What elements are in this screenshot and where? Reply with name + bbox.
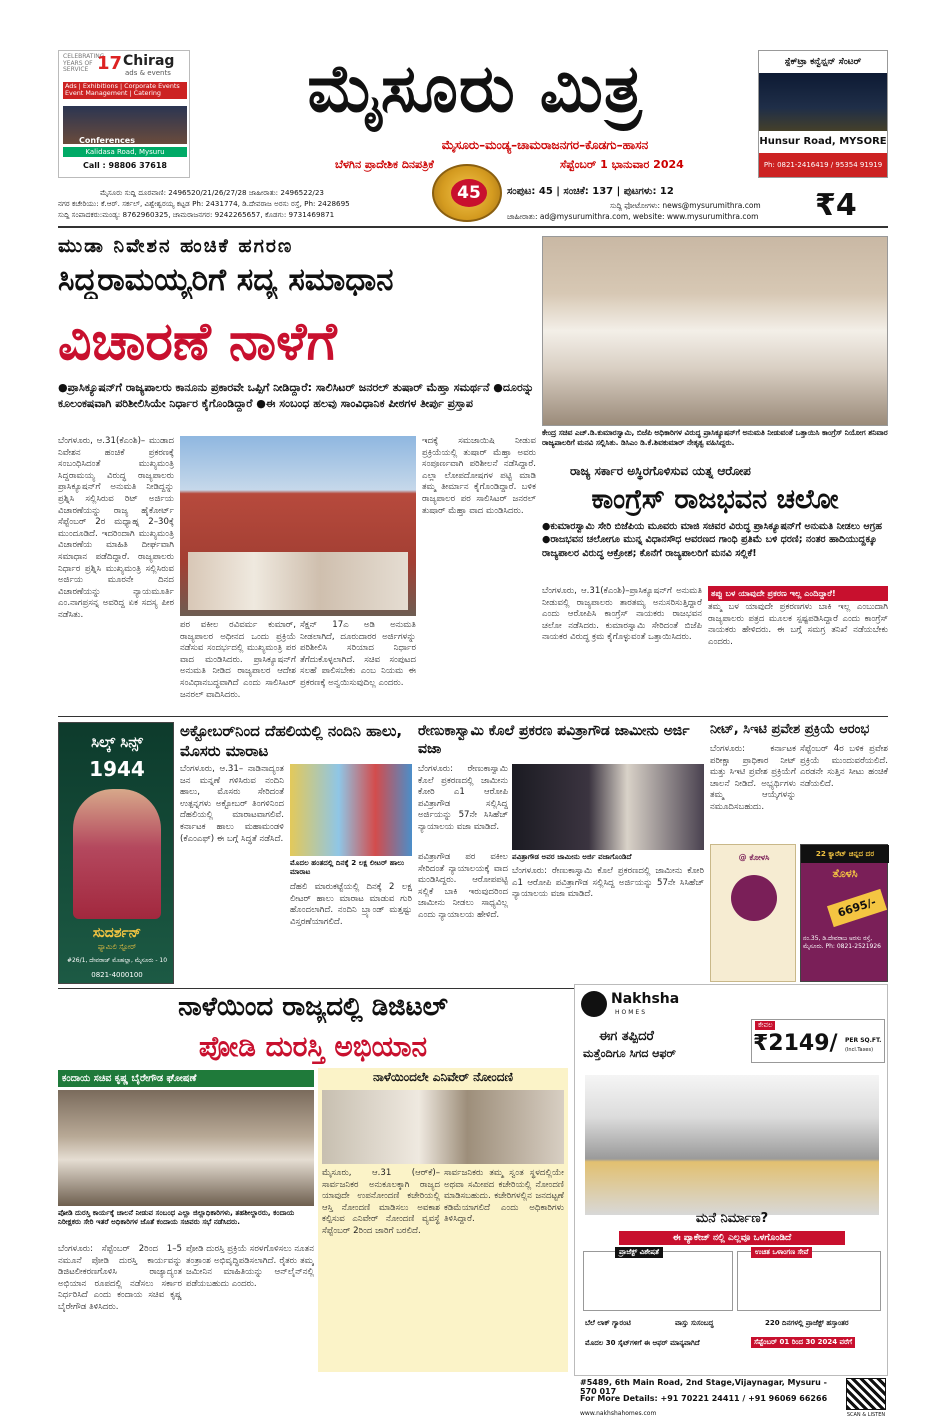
anywhere-col-1: ಮೈಸೂರು, ಆ.31 (ಆರ್‌ಕೆ)– ಸಾರ್ವಜನಿಕರ ಅನುಕೂಲಕ್ಕಾಗಿ ರಾಜ್ಯದ ಯಾವುದೇ ಉಪನೋಂದಣಿ ಕಚೇರಿಯಲ್ಲಿ ಆಸ್ತಿ ನೋಂದಣಿ ಮಾಡಿಸಲು ಅವಕಾಶ ಕಲ್ಪಿಸುವ ಎನಿವೇರ್ ನೋಂದಣಿ ವ್ಯವಸ್ಥೆ ಸೆಪ್ಟೆಂಬರ್ 2ರಿಂದ ಜಾರಿಗೆ ಬರಲಿದೆ. <box>322 1168 440 1236</box>
price-label: ಕೇವಲ <box>755 1021 775 1030</box>
renuka-col-1: ಬೆಂಗಳೂರು: ರೇಣುಕಾಸ್ವಾಮಿ ಕೊಲೆ ಪ್ರಕರಣದಲ್ಲಿ ಜಾಮೀನು ಕೋರಿ ಎ1 ಆರೋಪಿ ಪವಿತ್ರಾಗೌಡ ಸಲ್ಲಿಸಿದ್ದ ಅರ್ಜಿಯನ್ನು 57ನೇ ಸಿಸಿಹೆಚ್ ನ್ಯಾಯಾಲಯ ವಜಾ ಮಾಡಿದೆ. <box>418 764 508 832</box>
lead-headline-1: ಸಿದ್ದರಾಮಯ್ಯರಿಗೆ ಸದ್ಯ ಸಮಾಧಾನ <box>58 262 394 298</box>
digital-headline-2: ಪೋಡಿ ದುರಸ್ತಿ ಅಭಿಯಾನ <box>198 1030 428 1063</box>
feature-price-lock: ಬೆಲೆ ಲಾಕ್ ಗ್ಯಾರಂಟಿ <box>585 1319 631 1327</box>
neet-col-2: ಸೆಪ್ಟೆಂಬರ್ 4ರ ಬಳಿಕ ಪ್ರವೇಶ ಪ್ರಕ್ರಿಯೆ ಮುಂದುವರೆಯಲಿದೆ. ಎರಡನೇ ಸುತ್ತಿನ ಸೀಟು ಹಂಚಿಕೆ ನಡೆಯಲಿದೆ. <box>800 744 888 789</box>
neet-headline: ನೀಟ್, ಸಿಇಟಿ ಪ್ರವೇಶ ಪ್ರಕ್ರಿಯೆ ಆರಂಭ <box>710 722 870 737</box>
offer-line-1: ಈಗ ತಪ್ಪಿದರೆ <box>599 1029 654 1044</box>
renuka-photo-caption: ಪವಿತ್ರಾಗೌಡ ಅವರ ಜಾಮೀನು ಅರ್ಜಿ ವಜಾಗೊಂಡಿದೆ <box>512 852 632 861</box>
left-masthead-ad[interactable]: CELEBRATING YEARS OF SERVICE 17 Chirag ads & events Ads | Exhibitions | Corporate Events Event Management | Catering Conferences Kalidasa Road, Mysuru Call : 98806 37618 <box>58 50 190 178</box>
news-email: ಸುದ್ದಿ ಫೋಟೋಗಳು: news@mysurumithra.com <box>610 201 761 210</box>
lead-bullets: ●ಪ್ರಾಸಿಕ್ಯೂಷನ್‌ಗೆ ರಾಜ್ಯಪಾಲರು ಕಾನೂನು ಪ್ರಕಾರವೇ ಒಪ್ಪಿಗೆ ನೀಡಿದ್ದಾರೆ: ಸಾಲಿಸಿಟರ್ ಜನರಲ್ ತುಷಾರ್ ಮೆಹ್ತಾ ಸಮರ್ಥನೆ ●ದೂರನ್ನು ಕೂಲಂಕಷವಾಗಿ ಪರಿಶೀಲಿಸಿಯೇ ನಿರ್ಧಾರ ಕೈಗೊಂಡಿದ್ದಾರೆ ●ಈ ಸಂಬಂಧ ಹಲವು ಸಾಂವಿಧಾನಿಕ ಪೀಠಗಳ ತೀರ್ಪು ಪ್ರಸ್ತಾಪ <box>58 381 534 410</box>
contact-line-1: ಮೈಸೂರು ಸುದ್ದಿ ದೂರವಾಣಿ: 2496520/21/26/27/28 ಜಾಹೀರಾತು: 2496522/23 <box>100 188 324 197</box>
congress-col-2: ತಮ್ಮ ಬಳ ಯಾವುದೇ ಪ್ರಕರಣಗಳು ಬಾಕಿ ಇಲ್ಲ ಎಂಬುದಾಗಿ ರಾಜ್ಯಪಾಲರು ಪತ್ರದ ಮೂಲಕ ಸ್ಪಷ್ಟಪಡಿಸಿದ್ದಾರೆ ಎಂದು ಕಾಂಗ್ರೆಸ್ ನಾಯಕರು ಹೇಳಿದರು. ಈ ಬಗ್ಗೆ ಸಮಗ್ರ ತನಿಖೆ ನಡೆಯಬೇಕು ಎಂದರು. <box>708 602 888 647</box>
sqft-price: ₹2149/ <box>753 1031 838 1056</box>
brand-tagline: ads & events <box>125 69 171 77</box>
nakhsha-contact: For More Details: +91 70221 24411 / +91 96069 66266 <box>580 1394 828 1403</box>
nakhsha-address: #5489, 6th Main Road, 2nd Stage,Vijaynagar, Mysuru - 570 017 <box>580 1378 827 1396</box>
brand-name: Chirag <box>123 53 175 69</box>
gold-price: 6695/- <box>827 889 887 927</box>
contact-line-3: ಸುದ್ದಿ ಸಂಪಾದಕರು:ಮಂಡ್ಯ: 8762960325, ಚಾಮರಾಜನಗರ: 9242265657, ಕೊಡಗು: 9731469871 <box>58 210 335 219</box>
issue-date: ಸೆಪ್ಟೆಂಬರ್ 1 ಭಾನುವಾರ 2024 <box>560 158 684 171</box>
masthead-rule <box>58 226 888 228</box>
congress-bullets: ●ಕುಮಾರಸ್ವಾಮಿ ಸೇರಿ ಬಿಜೆಪಿಯ ಮೂವರು ಮಾಜಿ ಸಚಿವರ ವಿರುದ್ಧ ಪ್ರಾಸಿಕ್ಯೂಷನ್‌ಗೆ ಅನುಮತಿ ನೀಡಲು ಆಗ್ರಹ ●ರಾಜಭವನ ಚಲೋಗೂ ಮುನ್ನ ವಿಧಾನಸೌಧ ಆವರಣದ ಗಾಂಧಿ ಪ್ರತಿಮೆ ಬಳಿ ಧರಣಿ; ನಂತರ ಹಾದಿಯುದ್ದಕ್ಕೂ ರಾಜ್ಯಪಾಲರ ವಿರುದ್ಧ ಆಕ್ರೋಶ; ಕೊನೆಗೆ ರಾಜ್ಯಪಾಲರಿಗೆ ಮನವಿ ಸಲ್ಲಿಕೆ! <box>542 521 882 559</box>
governor-meeting-photo <box>542 236 888 426</box>
lead-col-3: ಸೆಕ್ಷನ್ 17ಎ ಅಡಿ ಅನುಮತಿ ನೀಡಲಾಗಿದೆ, ದೂರುದಾರರ ಅರ್ಜಿಗಳನ್ನು ಪರಿಶೀಲಿಸಿ ಸರಿಯಾದ ನಿರ್ಧಾರ ತೆಗೆದುಕೊಳ್ಳಲಾಗಿದೆ. ಸಚಿವ ಸಂಪುಟದ ಸಲಹೆ ಪಾಲಿಸಬೇಕು ಎಂಬ ನಿಯಮ ಈ ಪ್ರಕರಣಕ್ಕೆ ಅನ್ವಯಿಸುವುದಿಲ್ಲ ಎಂದರು. <box>300 620 416 688</box>
tholasi-left-panel <box>710 844 796 982</box>
digital-headline-1: ನಾಳೆಯಿಂದ ರಾಜ್ಯದಲ್ಲಿ ಡಿಜಿಟಲ್ <box>178 992 448 1022</box>
pavithra-photo <box>512 764 704 850</box>
masthead-subtitle: ಮೈಸೂರು–ಮಂಡ್ಯ–ಚಾಮರಾಜನಗರ–ಕೊಡಗು–ಹಾಸನ <box>441 138 649 152</box>
digital-col-2: ಪೋಡಿ ದುರಸ್ತಿ ಪ್ರಕ್ರಿಯೆ ಸರಳಗೊಳಿಸಲು ನೂತನ ತಂತ್ರಾಂಶ ಅಭಿವೃದ್ಧಿಪಡಿಸಲಾಗಿದೆ. ರೈತರು ತಮ್ಮ ಜಮೀನಿನ ಮಾಹಿತಿಯನ್ನು ಆನ್‌ಲೈನ್‌ನಲ್ಲಿ ಪಡೆಯಬಹುದು ಎಂದರು. <box>186 1244 314 1289</box>
renuka-headline: ರೇಣುಕಾಸ್ವಾಮಿ ಕೊಲೆ ಪ್ರಕರಣ ಪವಿತ್ರಾಗೌಡ ಜಾಮೀನು ಅರ್ಜಿ ವಜಾ <box>418 723 690 758</box>
qr-code[interactable] <box>846 1378 886 1410</box>
venue-photo <box>759 73 887 131</box>
offer-validity: ಮೊದಲ 30 ಸೈಟ್‌ಗಳಿಗೆ ಈ ಆಫರ್ ಮಾನ್ಯವಾಗಿದೆ <box>585 1339 700 1347</box>
volume-info: ಸಂಪುಟ: 45 | ಸಂಚಿಕೆ: 137 | ಪುಟಗಳು: 12 <box>507 186 674 197</box>
silk-address: #26/1, ದೇವರಾಜ್ ಮೊಹಲ್ಲಾ, ಮೈಸೂರು - 10 <box>66 957 168 964</box>
digital-photo-caption: ಪೋಡಿ ದುರಸ್ತಿ ಕಾರ್ಯಕ್ಕೆ ಚಾಲನೆ ನೀಡುವ ಸಂಬಂಧ ಎಲ್ಲಾ ಜಿಲ್ಲಾಧಿಕಾರಿಗಳು, ತಹಶೀಲ್ದಾರರು, ಕಂದಾಯ ನಿರೀಕ್ಷಕರು ಸೇರಿ ಇತರೆ ಅಧಿಕಾರಿಗಳ ಜೊತೆ ಕಂದಾಯ ಸಚಿವರು ಸಭೆ ನಡೆಸಿದರು. <box>58 1208 295 1227</box>
ad-address: Kalidasa Road, Mysuru <box>63 147 187 157</box>
masthead-title: ಮೈಸೂರು ಮಿತ್ರ <box>307 50 643 127</box>
congress-headline: ಕಾಂಗ್ರೆಸ್ ರಾಜಭವನ ಚಲೋ <box>591 484 839 515</box>
milk-photo <box>290 764 412 856</box>
venue-title: ಸ್ಪೆಕ್‌ಟ್ರಾ ಕನ್ವೆನ್ಷನ್ ಸೆಂಟರ್ <box>759 51 887 73</box>
people-inset <box>188 552 408 610</box>
tholasi-brand: ತೊಳಸಿ <box>832 867 858 880</box>
lead-col-1: ಬೆಂಗಳೂರು, ಆ.31(ಕೆಎಂಶಿ)– ಮುಡಾದ ನಿವೇಶನ ಹಂಚಿಕೆ ಪ್ರಕರಣಕ್ಕೆ ಸಂಬಂಧಿಸಿದಂತೆ ಮುಖ್ಯಮಂತ್ರಿ ಸಿದ್ದರಾಮಯ್ಯ ವಿರುದ್ಧ ರಾಜ್ಯಪಾಲರು ಪ್ರಾಸಿಕ್ಯೂಷನ್‌ಗೆ ಅನುಮತಿ ನೀಡಿದ್ದನ್ನು ಪ್ರಶ್ನಿಸಿ ಸಲ್ಲಿಸಿರುವ ರಿಟ್ ಅರ್ಜಿಯ ವಿಚಾರಣೆಯನ್ನು ರಾಜ್ಯ ಹೈಕೋರ್ಟ್ ಸೆಪ್ಟೆಂಬರ್ 2ರ ಮಧ್ಯಾಹ್ನ 2–30ಕ್ಕೆ ಮುಂದೂಡಿದೆ. ಇದರಿಂದಾಗಿ ಮುಖ್ಯಮಂತ್ರಿ ವಿಚಾರಣೆಯ ಮಾಹಿತಿ ದೀರ್ಘವಾಗಿ ಸಮಾಧಾನ ಪಡೆದಿದ್ದಾರೆ. ರಾಜ್ಯಪಾಲರು ನಿರ್ಧಾರ ಪ್ರಶ್ನಿಸಿ ಮುಖ್ಯಮಂತ್ರಿ ಸಲ್ಲಿಸಿರುವ ಅರ್ಜಿಯ ಮೂರನೇ ದಿನದ ವಿಚಾರಣೆಯನ್ನು ನ್ಯಾಯಮೂರ್ತಿ ಎಂ.ನಾಗಪ್ರಸನ್ನ ಅವರಿದ್ದ ಏಕ ಸದಸ್ಯ ಪೀಠ ನಡೆಸಿತು. <box>58 436 174 620</box>
milk-photo-caption: ಮೊದಲ ಹಂತದಲ್ಲಿ ದಿನಕ್ಕೆ 2 ಲಕ್ಷ ಲೀಟರ್ ಹಾಲು ಮಾರಾಟ <box>290 858 405 877</box>
right-masthead-ad[interactable] <box>758 50 888 178</box>
anywhere-headline: ನಾಳೆಯಿಂದಲೇ ಎನಿವೇರ್ ನೋಂದಣಿ <box>372 1070 513 1084</box>
congress-col-1: ಬೆಂಗಳೂರು, ಆ.31(ಕೆಎಂಶಿ)–ಪ್ರಾಸಿಕ್ಯೂಷನ್‌ಗೆ ಅನುಮತಿ ನೀಡುವಲ್ಲಿ ರಾಜ್ಯಪಾಲರು ತಾರತಮ್ಯ ಅನುಸರಿಸುತ್ತಿದ್ದಾರೆ ಎಂದು ಆರೋಪಿಸಿ ಕಾಂಗ್ರೆಸ್ ನಾಯಕರು ರಾಜಭವನ ಚಲೋ ನಡೆಸಿದರು. ಕುಮಾರಸ್ವಾಮಿ ಸೇರಿದಂತೆ ಬಿಜೆಪಿ ನಾಯಕರ ವಿರುದ್ಧ ಕ್ರಮ ಕೈಗೊಳ್ಳುವಂತೆ ಒತ್ತಾಯಿಸಿದರು. <box>542 586 702 643</box>
governor-photo-caption: ಕೇಂದ್ರ ಸಚಿವ ಎಚ್.ಡಿ.ಕುಮಾರಸ್ವಾಮಿ, ಬಿಜೆಪಿ ಅಧಿಕಾರಿಗಳ ವಿರುದ್ಧ ಪ್ರಾಸಿಕ್ಯೂಷನ್‌ಗೆ ಅನುಮತಿ ನೀಡುವಂತೆ ಒತ್ತಾಯಿಸಿ ಕಾಂಗ್ರೆಸ್ ನಿಯೋಗ ಶನಿವಾರ ರಾಜ್ಯಪಾಲರಿಗೆ ಮನವಿ ಸಲ್ಲಿಸಿತು. ಡಿಸಿಎಂ ಡಿ.ಕೆ.ಶಿವಕುಮಾರ್ ನೇತೃತ್ವ ವಹಿಸಿದ್ದರು. <box>542 428 888 447</box>
mid-rule <box>58 716 888 717</box>
house-render <box>585 1075 879 1215</box>
lead-col-2: ಪರ ವಕೀಲ ರವಿವರ್ಮ ಕುಮಾರ್, ರಾಜ್ಯಪಾಲರ ಅಧೀನದ ಒಂದು ಪ್ರಕ್ರಿಯೆ ನಡೆಸುವ ಸಂದರ್ಭದಲ್ಲಿ ಮುಖ್ಯಮಂತ್ರಿ ಪರ ವಾದ ಮಂಡಿಸಿದರು. ಪ್ರಾಸಿಕ್ಯೂಷನ್‌ಗೆ ಅನುಮತಿ ನೀಡಿದ ರಾಜ್ಯಪಾಲರ ಆದೇಶ ಸಂವಿಧಾನಬದ್ಧವಾಗಿದೆ ಎಂದು ಸಾಲಿಸಿಟರ್ ಜನರಲ್ ವಾದಿಸಿದರು. <box>180 620 296 700</box>
tholasi-address: ನಂ.35, ಡಿ.ದೇವರಾಜ ಅರಸು ರಸ್ತೆ, ಮೈಸೂರು. Ph: 0821-2521926 <box>803 935 881 950</box>
services-text: Ads | Exhibitions | Corporate Events Event Management | Catering <box>63 82 187 99</box>
years-badge: 17 <box>97 53 123 74</box>
tholasi-logo <box>731 875 777 921</box>
neet-col-1: ಬೆಂಗಳೂರು: ಕರ್ನಾಟಕ ಪರೀಕ್ಷಾ ಪ್ರಾಧಿಕಾರ ನೀಟ್ ಮತ್ತು ಸಿಇಟಿ ಪ್ರವೇಶ ಪ್ರಕ್ರಿಯೆಗೆ ಚಾಲನೆ ನೀಡಿದೆ. ಅಭ್ಯರ್ಥಿಗಳು ತಮ್ಮ ಆಯ್ಕೆಗಳನ್ನು ನಮೂದಿಸಬಹುದು. <box>710 744 796 812</box>
lead-headline-2: ವಿಚಾರಣೆ ನಾಳೆಗೆ <box>58 312 337 372</box>
project-box <box>583 1251 733 1311</box>
gold-rate-title: 22 ಕ್ಯಾರೆಟ್ ಚಿನ್ನದ ದರ <box>801 845 889 863</box>
silk-sub: ಫ್ಯಾಮಿಲಿ ಸ್ಟೋರ್ <box>97 943 137 951</box>
silk-year: 1944 <box>89 757 145 781</box>
silk-phone: 0821-4000100 <box>91 971 143 979</box>
project-box-title: ಪ್ರಾಜೆಕ್ಟ್ ವಿಶೇಷತೆ <box>615 1247 663 1258</box>
tholasi-ad[interactable] <box>800 844 888 982</box>
high-court-photo <box>180 436 416 616</box>
venue-phone: Ph: 0821-2416419 / 95354 91919 <box>759 153 887 177</box>
interior-box-title: ಉಚಿತ ಒಳಾಂಗಣ ಸೇವೆ <box>751 1247 812 1258</box>
offer-dates: ಸೆಪ್ಟೆಂಬರ್ 01 ರಿಂದ 30 2024 ವರೆಗೆ <box>751 1337 855 1348</box>
package-text: ಈ ಪ್ಯಾಕೇಜ್ ನಲ್ಲಿ ಎಲ್ಲವೂ ಒಳಗೊಂಡಿದೆ <box>619 1231 845 1245</box>
ad-phone: Call : 98806 37618 <box>83 161 167 170</box>
minister-meeting-photo <box>58 1090 314 1206</box>
price-tax: (Incl.Taxes) <box>845 1047 874 1053</box>
tholasi-sub: @ ಕೋಳಸಿ <box>738 853 770 862</box>
emblem-number: 45 <box>451 179 487 207</box>
digital-col-1: ಬೆಂಗಳೂರು: ಸೆಪ್ಟೆಂಬರ್ 2ರಿಂದ 1–5 ನಮೂನೆ ಪೋಡಿ ದುರಸ್ತಿ ಕಾರ್ಯವನ್ನು ಡಿಜಿಟಲೀಕರಣಗೊಳಿಸಿ ರಾಜ್ಯಾದ್ಯಂತ ಅಭಿಯಾನ ರೂಪದಲ್ಲಿ ನಡೆಸಲು ಸರ್ಕಾರ ನಿರ್ಧರಿಸಿದೆ ಎಂದು ಕಂದಾಯ ಸಚಿವ ಕೃಷ್ಣ ಬೈರೇಗೌಡ ತಿಳಿಸಿದರು. <box>58 1244 182 1312</box>
question-text: ಮನೆ ನಿರ್ಮಾಣ? <box>695 1211 769 1226</box>
lead-kicker: ಮುಡಾ ನಿವೇಶನ ಹಂಚಿಕೆ ಹಗರಣ <box>58 235 294 257</box>
silk-ad[interactable] <box>58 722 174 984</box>
lead-col-4: ಇದಕ್ಕೆ ಸಮಜಾಯಿಷಿ ನೀಡುವ ಪ್ರಕ್ರಿಯೆಯಲ್ಲಿ ತುಷಾರ್ ಮೆಹ್ತಾ ಅವರು ಸಂಪೂರ್ಣವಾಗಿ ಪರಿಶೀಲನೆ ನಡೆಸಿದ್ದಾರೆ. ಎಲ್ಲಾ ಲೋಪದೋಷಗಳ ಪಟ್ಟಿ ಮಾಡಿ ತಮ್ಮ ತೀರ್ಮಾನ ಕೈಗೊಂಡಿದ್ದಾರೆ. ಬಳಿಕ ರಾಜ್ಯಪಾಲರ ಪರ ಸಾಲಿಸಿಟರ್ ಜನರಲ್ ತುಷಾರ್ ಮೆಹ್ತಾ ವಾದ ಮಂಡಿಸಿದರು. <box>422 436 536 516</box>
nakhsha-homes: HOMES <box>615 1009 648 1016</box>
silk-brand: ಸುದರ್ಶನ್ <box>92 925 142 941</box>
nakhsha-website: www.nakhshahomes.com <box>580 1410 657 1417</box>
renuka-col-2: ಪವಿತ್ರಾಗೌಡ ಪರ ವಕೀಲ ಸೇರಿದಂತೆ ನ್ಯಾಯಾಲಯಕ್ಕೆ ವಾದ ಮಂಡಿಸಿದ್ದರು. ಆರೋಪಪಟ್ಟಿ ಸಲ್ಲಿಕೆ ಬಾಕಿ ಇರುವುದರಿಂದ ಜಾಮೀನು ನೀಡಲು ಸಾಧ್ಯವಿಲ್ಲ ಎಂದು ನ್ಯಾಯಾಲಯ ಹೇಳಿದೆ. <box>418 852 508 920</box>
renuka-col-3: ಬೆಂಗಳೂರು: ರೇಣುಕಾಸ್ವಾಮಿ ಕೊಲೆ ಪ್ರಕರಣದಲ್ಲಿ ಜಾಮೀನು ಕೋರಿ ಎ1 ಆರೋಪಿ ಪವಿತ್ರಾಗೌಡ ಸಲ್ಲಿಸಿದ್ದ ಅರ್ಜಿಯನ್ನು 57ನೇ ಸಿಸಿಹೆಚ್ ನ್ಯಾಯಾಲಯ ವಜಾ ಮಾಡಿದೆ. <box>512 866 704 900</box>
nakhsha-brand: Nakhsha <box>611 991 680 1007</box>
scan-label: SCAN & LISTEN <box>846 1412 886 1418</box>
congress-side-kicker: ತಪ್ಪು ಬಳ ಯಾವುದೇ ಪ್ರಕರಣ ಇಲ್ಲ ಎಂದಿದ್ದಾರೆ! <box>708 586 888 601</box>
anniversary-emblem <box>432 164 502 222</box>
anywhere-col-2: ಸಾರ್ವಜನಿಕರು ತಮ್ಮ ಸ್ವಂತ ಸ್ಥಳದಲ್ಲಿಯೇ ಅಥವಾ ಸಮೀಪದ ಕಚೇರಿಯಲ್ಲಿ ನೋಂದಣಿ ಮಾಡಿಸಬಹುದು. ಕಚೇರಿಗಳಲ್ಲಿನ ಜನದಟ್ಟಣೆ ಕಡಿಮೆಯಾಗಲಿದೆ ಎಂದು ಅಧಿಕಾರಿಗಳು ತಿಳಿಸಿದ್ದಾರೆ. <box>444 1168 564 1225</box>
price-tag: ₹4 <box>815 188 857 223</box>
price-unit: PER SQ.FT. <box>845 1037 882 1044</box>
nakhsha-logo <box>581 991 607 1017</box>
ad-email: ಜಾಹೀರಾತು: ad@mysurumithra.com, website: www.mysurumithra.com <box>507 212 759 221</box>
digital-banner: ಕಂದಾಯ ಸಚಿವ ಕೃಷ್ಣ ಬೈರೇಗೌಡ ಘೋಷಣೆ <box>58 1070 314 1087</box>
model-photo <box>73 789 161 919</box>
milk-col-2: ದೆಹಲಿ ಮಾರುಕಟ್ಟೆಯಲ್ಲಿ ದಿನಕ್ಕೆ 2 ಲಕ್ಷ ಲೀಟರ್ ಹಾಲು ಮಾರಾಟ ಮಾಡುವ ಗುರಿ ಹೊಂದಲಾಗಿದೆ. ನಂದಿನಿ ಬ್ರ್ಯಾಂಡ್ ಮತ್ತಷ್ಟು ವಿಸ್ತರಣೆಯಾಗಲಿದೆ. <box>290 882 412 927</box>
milk-headline: ಅಕ್ಟೋಬರ್‌ನಿಂದ ದೆಹಲಿಯಲ್ಲಿ ನಂದಿನಿ ಹಾಲು, ಮೊಸರು ಮಾರಾಟ <box>180 722 403 760</box>
offer-line-2: ಮತ್ತೆಂದಿಗೂ ಸಿಗದ ಆಫರ್ <box>583 1047 676 1060</box>
interior-box <box>737 1251 881 1311</box>
feature-handover: 220 ದಿನಗಳಲ್ಲಿ ಪ್ರಾಜೆಕ್ಟ್ ಹಸ್ತಾಂತರ <box>765 1319 849 1327</box>
registration-photo <box>322 1090 564 1164</box>
congress-kicker: ರಾಜ್ಯ ಸರ್ಕಾರ ಅಸ್ಥಿರಗೊಳಿಸುವ ಯತ್ನ ಆರೋಪ <box>570 464 751 478</box>
silk-title: ಸಿಲ್ಕ್ ಸಿನ್ಸ್ <box>91 733 143 751</box>
nakhsha-ad[interactable] <box>574 984 888 1376</box>
masthead-tagline: ಬೆಳಗಿನ ಪ್ರಾದೇಶಿಕ ದಿನಪತ್ರಿಕೆ <box>335 158 434 171</box>
milk-col-1: ಬೆಂಗಳೂರು, ಆ.31– ನಾಡಿನಾದ್ಯಂತ ಜನ ಮನ್ನಣೆ ಗಳಿಸಿರುವ ನಂದಿನಿ ಹಾಲು, ಮೊಸರು ಸೇರಿದಂತೆ ಉತ್ಪನ್ನಗಳು ಅಕ್ಟೋಬರ್ ತಿಂಗಳಿನಿಂದ ದೆಹಲಿಯಲ್ಲಿ ಮಾರಾಟವಾಗಲಿವೆ. ಕರ್ನಾಟಕ ಹಾಲು ಮಹಾಮಂಡಳಿ (ಕೆಎಂಎಫ್) ಈ ಬಗ್ಗೆ ಸಿದ್ಧತೆ ನಡೆಸಿದೆ. <box>180 764 284 844</box>
contact-line-2: ನಗರ ಕಚೇರಿಯು: ಕೆ.ಆರ್. ಸರ್ಕಲ್, ವಿಶ್ವೇಶ್ವರಯ್ಯ ಕಟ್ಟಡ Ph: 2431774, ಡಿ.ದೇವರಾಜ ಅರಸು ರಸ್ತೆ, Ph: 2428695 <box>58 199 350 208</box>
feature-vastu: ವಾಸ್ತು ಸುಸಂಬದ್ಧ <box>675 1319 714 1327</box>
venue-location: Hunsur Road, MYSORE <box>759 131 887 153</box>
conference-label: Conferences <box>79 136 135 145</box>
